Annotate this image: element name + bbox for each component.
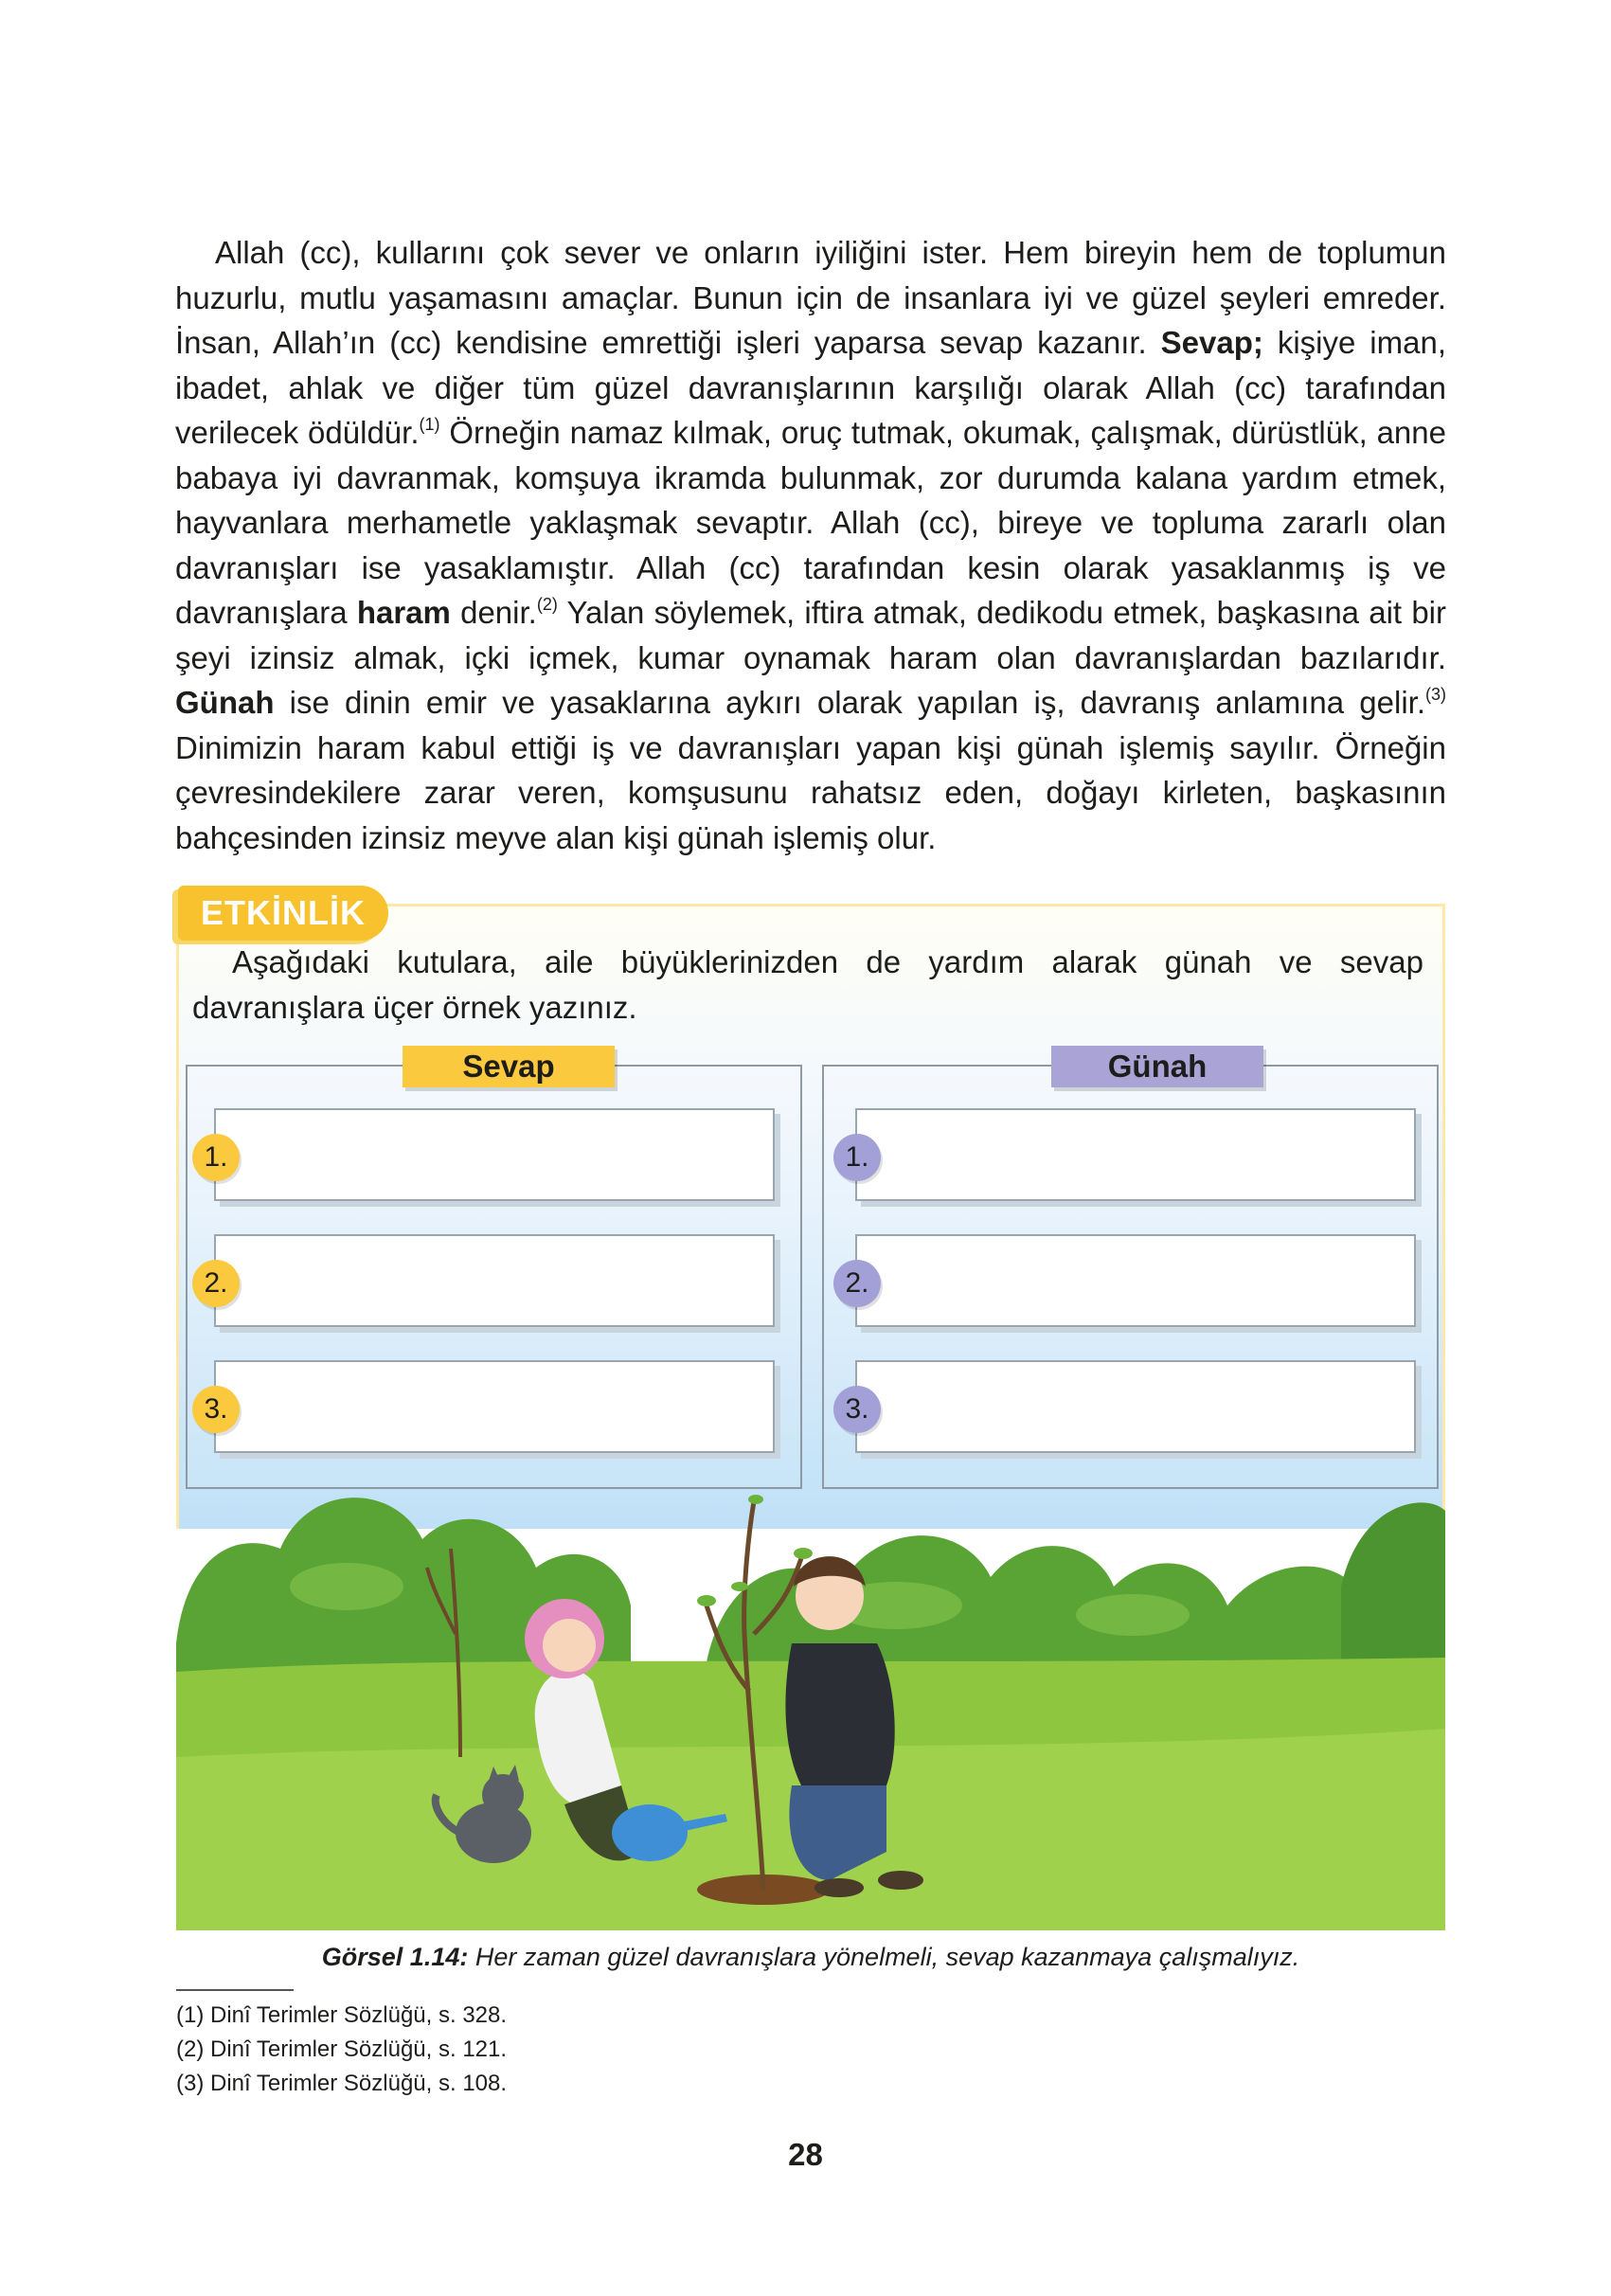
footnote-ref-1: (1) <box>419 415 440 434</box>
footnote-ref-3: (3) <box>1425 685 1446 704</box>
sevap-answer-box-2[interactable] <box>214 1234 775 1327</box>
sevap-answer-box-3[interactable] <box>214 1360 775 1453</box>
gunah-answer-box-1[interactable] <box>855 1108 1416 1201</box>
gunah-number-3: 3. <box>833 1386 881 1433</box>
planting-illustration <box>176 1444 1445 1930</box>
footnote-ref-2: (2) <box>536 595 558 614</box>
gunah-answer-box-3[interactable] <box>855 1360 1416 1453</box>
gunah-label: Günah <box>1051 1046 1263 1087</box>
sevap-number-3: 3. <box>192 1386 240 1433</box>
footnote-3: (3) Dinî Terimler Sözlüğü, s. 108. <box>176 2071 508 2096</box>
text-run: Allah (cc), kullarını çok sever ve onların iyiliğini ister. Hem bireyin hem de toplumun huzurlu, mutlu yaşamasını amaçlar. Bunun için de insanlara iyi ve güzel şeyleri emreder. İnsan, Allah’ın (cc) kendisine emrettiği işleri yaparsa sevap kazanır. <box>175 235 1446 360</box>
text-run: denir. <box>450 595 537 630</box>
term-haram: haram <box>356 595 451 630</box>
term-sevap: Sevap; <box>1160 325 1263 360</box>
activity-badge: ETKİNLİK <box>178 886 388 941</box>
page-number: 28 <box>788 2137 823 2172</box>
text-run: Dinimizin haram kabul ettiği iş ve davranışları yapan kişi günah işlemiş sayılır. Örneğin çevresindekilere zarar veren, komşusunu rahatsız eden, doğayı kirleten, başkasının bahçesinden izinsiz meyve alan kişi günah işlemiş olur. <box>175 729 1446 855</box>
gunah-number-2: 2. <box>833 1260 881 1307</box>
gunah-answer-box-2[interactable] <box>855 1234 1416 1327</box>
text-run: ise dinin emir ve yasaklarına aykırı olarak yapılan iş, davranış anlamına gelir. <box>274 685 1425 720</box>
main-paragraph <box>175 230 1446 860</box>
footnotes <box>176 1999 507 2101</box>
footnote-1: (1) Dinî Terimler Sözlüğü, s. 328. <box>176 2002 508 2028</box>
sevap-label: Sevap <box>403 1046 615 1087</box>
caption-label: Görsel 1.14: <box>321 1943 469 1971</box>
footnote-divider <box>176 1989 294 1991</box>
caption-text: Her zaman güzel davranışlara yönelmeli, sevap kazanmaya çalışmalıyız. <box>468 1943 1300 1971</box>
sevap-number-1: 1. <box>192 1134 240 1181</box>
sevap-answer-box-1[interactable] <box>214 1108 775 1201</box>
gunah-number-1: 1. <box>833 1134 881 1181</box>
sevap-number-2: 2. <box>192 1260 240 1307</box>
text-run: Örneğin namaz kılmak, oruç tutmak, okumak, çalışmak, dürüstlük, anne babaya iyi davranmak, komşuya ikramda bulunmak, zor durumda kalana yardım etmek, hayvanlara merhametle yaklaşmak sevaptır. Allah (cc), bireye ve topluma zararlı olan davranışları ise yasaklamıştır. Allah (cc) tarafından kesin olarak yasaklanmış iş ve davranışlara <box>175 415 1446 630</box>
footnote-2: (2) Dinî Terimler Sözlüğü, s. 121. <box>176 2036 508 2062</box>
activity-instruction: Aşağıdaki kutulara, aile büyüklerinizden de yardım alarak günah ve sevap davranışlara üçer örnek yazınız. <box>192 944 1423 1025</box>
figure-caption <box>176 1943 1445 1972</box>
term-gunah: Günah <box>175 685 275 720</box>
text-run: kişiye iman, ibadet, ahlak ve diğer tüm güzel davranışlarının karşılığı olarak Allah (cc) tarafından verilecek ödüldür. <box>175 325 1446 450</box>
text-run: Yalan söylemek, iftira atmak, dedikodu etmek, başkasına ait bir şeyi izinsiz almak, içki içmek, kumar oynamak haram olan davranışlardan bazılarıdır. <box>175 595 1446 675</box>
